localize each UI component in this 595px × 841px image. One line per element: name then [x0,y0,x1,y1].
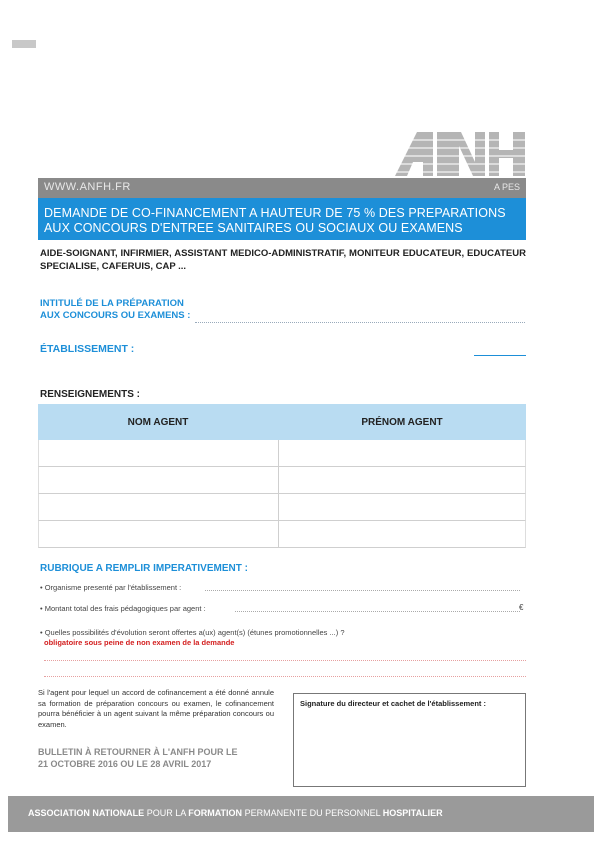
footer-part2: POUR LA [146,808,186,818]
header-title-band [38,198,526,240]
obligatoire-warning: obligatoire sous peine de non examen de la demande [44,638,235,647]
agents-table-header [38,404,526,440]
intitule-label-line2: AUX CONCOURS OU EXAMENS : [40,310,191,321]
euro-unit: € [519,603,524,612]
etablissement-field[interactable] [474,355,526,356]
montant-field[interactable] [235,611,520,612]
corner-mark [12,40,36,48]
return-deadline-line2: 21 OCTOBRE 2016 OU LE 28 AVRIL 2017 [38,759,212,769]
rubrique-title: RUBRIQUE A REMPLIR IMPERATIVEMENT : [40,563,248,574]
etablissement-label: ÉTABLISSEMENT : [40,343,135,355]
footer-part1: ASSOCIATION NATIONALE [28,808,145,818]
agents-table [38,404,526,548]
form-reference: A PES [493,182,520,192]
table-row[interactable] [38,440,526,467]
column-nom-agent: NOM AGENT [127,417,189,428]
footer-part3: FORMATION [188,808,243,818]
organisme-field[interactable] [205,590,520,591]
footer-part4: PERMANENTE DU PERSONNEL [244,808,381,818]
evolution-field-line2[interactable] [44,676,526,677]
table-row[interactable] [38,521,526,548]
footer-text [28,808,443,818]
cofinancement-note: Si l'agent pour lequel un accord de cofinancement a été donné annule sa formation de préparation concours ou examen, le cofinancement pourra bénéficier à un agent suivant la même préparation concours ou examen. [38,688,274,729]
organisme-label: • Organisme presenté par l'établissement : [40,583,182,592]
page-title-line2: AUX CONCOURS D'ENTREE SANITAIRES OU SOCIAUX OU EXAMENS [44,221,463,235]
anfh-logo [395,132,525,176]
montant-label: • Montant total des frais pédagogiques par agent : [40,604,206,613]
header-gray-band [38,178,526,198]
column-divider [278,521,279,547]
column-divider [278,494,279,520]
renseignements-label: RENSEIGNEMENTS : [40,389,141,400]
intitule-label-line1: INTITULÉ DE LA PRÉPARATION [40,298,184,309]
intitule-label [40,298,190,322]
evolution-label: • Quelles possibilités d'évolution seront offertes a(ux) agent(s) (étunes promotionnelles ...) ? [40,628,345,637]
intitule-field[interactable] [195,322,525,323]
signature-label: Signature du directeur et cachet de l'établissement : [300,699,487,708]
return-deadline-line1: BULLETIN À RETOURNER À L'ANFH POUR LE [38,747,238,757]
website-url: WWW.ANFH.FR [44,181,131,193]
signature-box[interactable] [293,693,526,787]
table-row[interactable] [38,494,526,521]
footer-part5: HOSPITALIER [382,808,443,818]
column-divider [278,440,279,466]
footer-band [8,796,594,832]
column-prenom-agent: PRÉNOM AGENT [361,417,443,428]
professions-list: AIDE-SOIGNANT, INFIRMIER, ASSISTANT MEDICO-ADMINISTRATIF, MONITEUR EDUCATEUR, EDUCATEUR SPECIALISE, CAFERUIS, CAP ... [40,248,526,272]
column-divider [278,467,279,493]
table-row[interactable] [38,467,526,494]
return-deadline [38,746,237,770]
evolution-field-line1[interactable] [44,660,526,661]
page-title-line1: DEMANDE DE CO-FINANCEMENT A HAUTEUR DE 75 % DES PREPARATIONS [44,206,506,220]
